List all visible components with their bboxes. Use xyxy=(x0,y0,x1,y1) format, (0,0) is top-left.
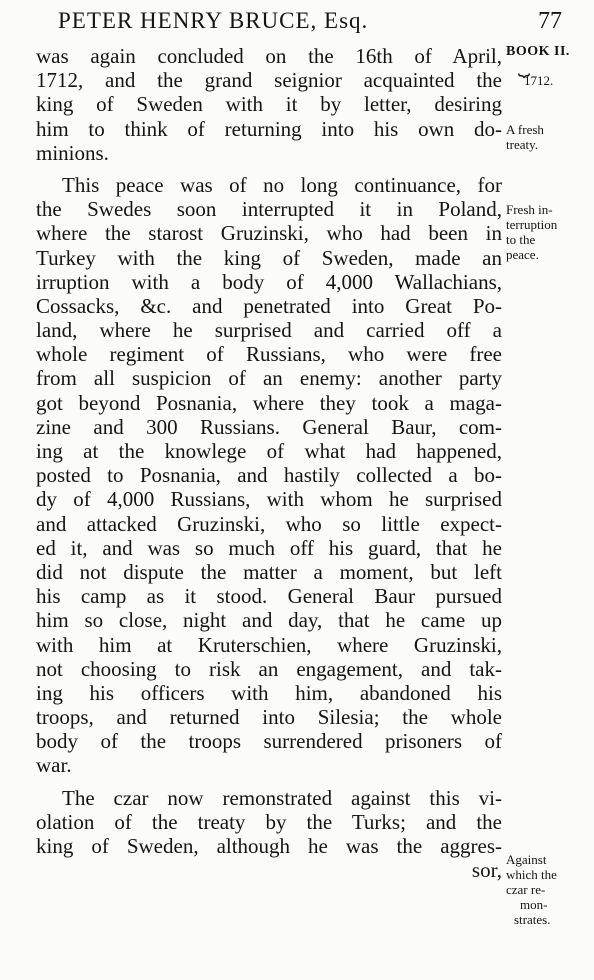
text-line: king of Sweden with it by letter, desiring xyxy=(36,92,502,117)
margin-note-line: terruption xyxy=(506,217,558,232)
text-line: zine and 300 Russians. General Baur, com- xyxy=(36,414,502,439)
text-line: and attacked Gruzinski, who so little expect- xyxy=(36,511,502,536)
text-line: The czar now remonstrated against this vi- xyxy=(62,785,502,810)
text-line: This peace was of no long continuance, for xyxy=(62,172,502,197)
text-line: body of the troops surrendered prisoners of xyxy=(36,729,502,754)
text-line: land, where he surprised and carried off a xyxy=(36,318,502,343)
text-line: Cossacks, &c. and penetrated into Great Po- xyxy=(36,293,502,318)
main-text-block xyxy=(36,44,502,882)
text-line: war. xyxy=(36,753,72,778)
text-line: from all suspicion of an enemy: another party xyxy=(36,366,502,391)
margin-book-label xyxy=(506,44,570,88)
text-line: where the starost Gruzinski, who had been in xyxy=(36,221,502,246)
text-line: ing his officers with him, abandoned his xyxy=(36,680,502,705)
text-line: him so close, night and day, that he came up xyxy=(36,608,502,633)
text-line: got beyond Posnania, where they took a maga- xyxy=(36,390,502,415)
text-line: troops, and returned into Silesia; the whole xyxy=(36,705,502,730)
text-line: irruption with a body of 4,000 Wallachians, xyxy=(36,269,502,294)
margin-note-line: treaty. xyxy=(506,137,538,152)
paragraph-1 xyxy=(36,44,502,165)
margin-note-line: A fresh xyxy=(506,122,544,137)
text-line: olation of the treaty by the Turks; and the xyxy=(36,809,502,834)
text-line: minions. xyxy=(36,140,109,165)
text-line: was again concluded on the 16th of April, xyxy=(36,44,502,68)
margin-year: 1712. xyxy=(524,73,554,88)
text-line: ing at the knowlege of what had happened, xyxy=(36,439,502,463)
text-line: posted to Posnania, and hastily collected a bo- xyxy=(36,463,502,488)
text-line: ed it, and was so much off his guard, that he xyxy=(36,535,502,560)
margin-note-line: mon- xyxy=(520,897,548,912)
margin-note-line: peace. xyxy=(506,247,539,262)
margin-note-line: Against xyxy=(506,852,547,867)
text-line: 1712, and the grand seignior acquainted the xyxy=(36,68,502,93)
text-line: whole regiment of Russians, who were free xyxy=(36,342,502,367)
text-line: not choosing to risk an engagement, and tak- xyxy=(36,656,502,681)
text-line: dy of 4,000 Russians, with whom he surprised xyxy=(36,487,502,512)
margin-note-czar xyxy=(506,852,557,927)
text-line: with him at Kruterschien, where Gruzinski, xyxy=(36,632,502,657)
text-line: Turkey with the king of Sweden, made an xyxy=(36,245,502,270)
margin-note-interruption xyxy=(506,202,557,262)
text-line: did not dispute the matter a moment, but left xyxy=(36,559,502,584)
margin-note-line: czar re- xyxy=(506,882,546,897)
text-line: the Swedes soon interrupted it in Poland, xyxy=(36,197,502,222)
paragraph-3 xyxy=(36,786,502,883)
page-number: 77 xyxy=(538,8,562,34)
margin-note-line: which the xyxy=(506,867,557,882)
margin-note-line: strates. xyxy=(514,912,551,927)
brace-icon: ⏟ xyxy=(518,55,530,77)
text-line: king of Sweden, although he was the aggres- xyxy=(36,834,502,858)
running-head-title: PETER HENRY BRUCE, Esq. xyxy=(58,8,369,33)
catchword: sor, xyxy=(471,858,502,883)
margin-note-line: Fresh in- xyxy=(506,202,553,217)
margin-note-line: to the xyxy=(506,232,536,247)
book-label: BOOK II. xyxy=(506,44,570,59)
paragraph-2 xyxy=(36,173,502,778)
text-line: him to think of returning into his own do- xyxy=(36,116,502,141)
text-line: his camp as it stood. General Baur pursued xyxy=(36,584,502,609)
margin-note-fresh-treaty xyxy=(506,122,544,152)
